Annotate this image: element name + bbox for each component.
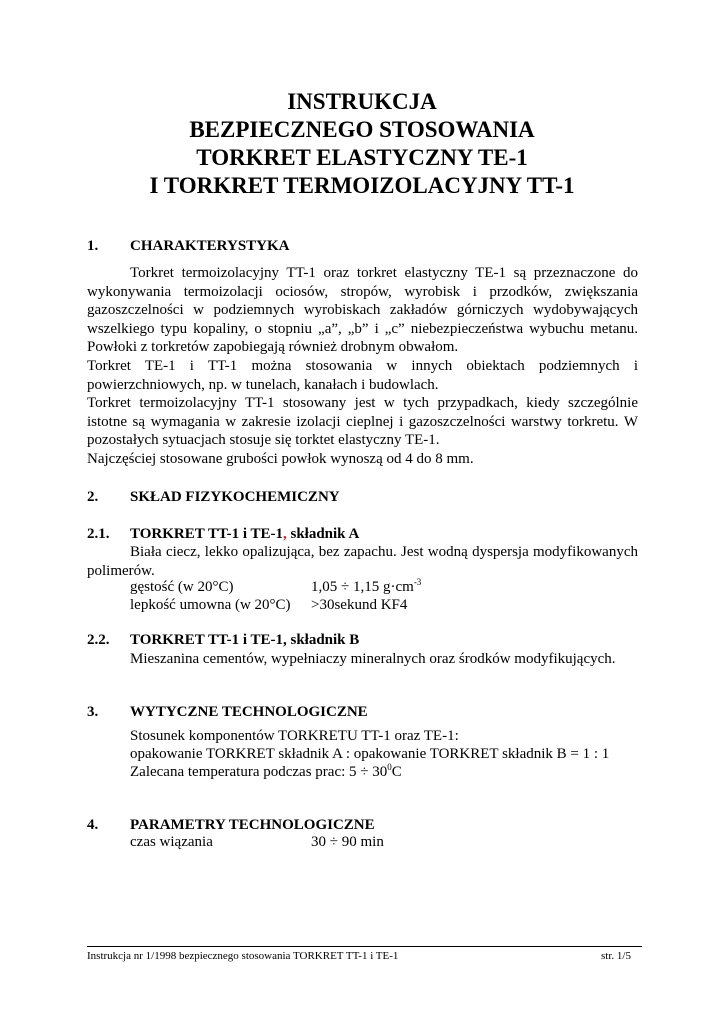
section-2-1-description bbox=[87, 543, 638, 580]
footer-page-number: str. 1/5 bbox=[601, 950, 631, 962]
section-1-paragraph-1: Torkret termoizolacyjny TT-1 oraz torkret elastyczny TE-1 są przeznaczone do wykonywania termoizolacji ociosów, stropów, wyrobisk i przodków, zwiększania gazoszczelności w podziemnych wyrobiskach zakładów górniczych wydobywających wszelkiego typu kopaliny, o stopniu „a”, „b” i „c” niebezpieczeństwa wybuchu metanu. Powłoki z torkretów zapobiegają również drobnym obwałom. bbox=[87, 265, 638, 356]
section-2-1-heading-comma: , bbox=[282, 526, 287, 542]
section-2-number: 2. bbox=[87, 489, 99, 505]
document-title bbox=[0, 88, 724, 200]
setting-time-value: 30 ÷ 90 min bbox=[311, 834, 384, 850]
section-4-number: 4. bbox=[87, 817, 99, 833]
section-1-heading: CHARAKTERYSTYKA bbox=[130, 238, 290, 254]
section-1-paragraph-2: Torkret TE-1 i TT-1 można stosowania w innych obiektach podziemnych i powierzchniowych, np. w tunelach, kanałach i budowlach. bbox=[87, 357, 638, 393]
temperature-unit: C bbox=[391, 764, 402, 780]
temperature-text: Zalecana temperatura podczas prac: 5 ÷ 30 bbox=[130, 764, 388, 780]
section-2-1-heading bbox=[130, 525, 359, 544]
viscosity-value: >30sekund KF4 bbox=[311, 597, 408, 613]
section-2-2-number: 2.2. bbox=[87, 632, 110, 648]
section-2-2-heading: TORKRET TT-1 i TE-1, składnik B bbox=[130, 632, 360, 648]
section-2-1-description-text: Biała ciecz, lekko opalizująca, bez zapachu. Jest wodną dyspersja modyfikowanych polimerów. bbox=[87, 544, 638, 579]
section-2-1-number: 2.1. bbox=[87, 526, 110, 542]
section-3-line-2: opakowanie TORKRET składnik A : opakowanie TORKRET składnik B = 1 : 1 bbox=[130, 746, 610, 762]
viscosity-label: lepkość umowna (w 20°C) bbox=[130, 597, 291, 613]
section-1-paragraph-3: Torkret termoizolacyjny TT-1 stosowany jest w tych przypadkach, kiedy szczególnie istotne są wymagania w zakresie izolacji cieplnej i gazoszczelności warstwy torkretu. W pozostałych sytuacjach stosuje się torktet elastyczny TE-1. bbox=[87, 395, 638, 449]
title-line-3: TORKRET ELASTYCZNY TE-1 bbox=[196, 145, 528, 170]
title-line-2: BEZPIECZNEGO STOSOWANIA bbox=[189, 117, 535, 142]
density-exponent: -3 bbox=[413, 577, 422, 587]
section-3-heading: WYTYCZNE TECHNOLOGICZNE bbox=[130, 704, 368, 720]
setting-time-label: czas wiązania bbox=[130, 834, 213, 850]
section-3-number: 3. bbox=[87, 704, 99, 720]
section-1-body bbox=[87, 264, 638, 469]
section-2-1-heading-part-b: składnik A bbox=[286, 526, 360, 542]
footer-document-reference: Instrukcja nr 1/1998 bezpiecznego stosowania TORKRET TT-1 i TE-1 bbox=[87, 950, 399, 962]
footer-divider bbox=[87, 946, 642, 947]
degree-superscript: 0 bbox=[387, 762, 392, 772]
section-2-1-heading-part-a: TORKRET TT-1 i TE-1 bbox=[130, 526, 283, 542]
section-1-paragraph-4: Najczęściej stosowane grubości powłok wynoszą od 4 do 8 mm. bbox=[87, 450, 474, 467]
density-label: gęstość (w 20°C) bbox=[130, 579, 234, 595]
density-value bbox=[311, 578, 421, 597]
section-2-2-description: Mieszanina cementów, wypełniaczy mineralnych oraz środków modyfikujących. bbox=[130, 651, 616, 667]
section-1-number: 1. bbox=[87, 238, 99, 254]
title-line-1: INSTRUKCJA bbox=[287, 89, 437, 114]
title-line-4: I TORKRET TERMOIZOLACYJNY TT-1 bbox=[149, 173, 575, 198]
section-3-line-3 bbox=[130, 763, 402, 782]
section-4-heading: PARAMETRY TECHNOLOGICZNE bbox=[130, 817, 375, 833]
section-3-line-1: Stosunek komponentów TORKRETU TT-1 oraz TE-1: bbox=[130, 728, 459, 744]
section-2-heading: SKŁAD FIZYKOCHEMICZNY bbox=[130, 489, 340, 505]
density-value-text: 1,05 ÷ 1,15 g·cm bbox=[311, 579, 414, 595]
